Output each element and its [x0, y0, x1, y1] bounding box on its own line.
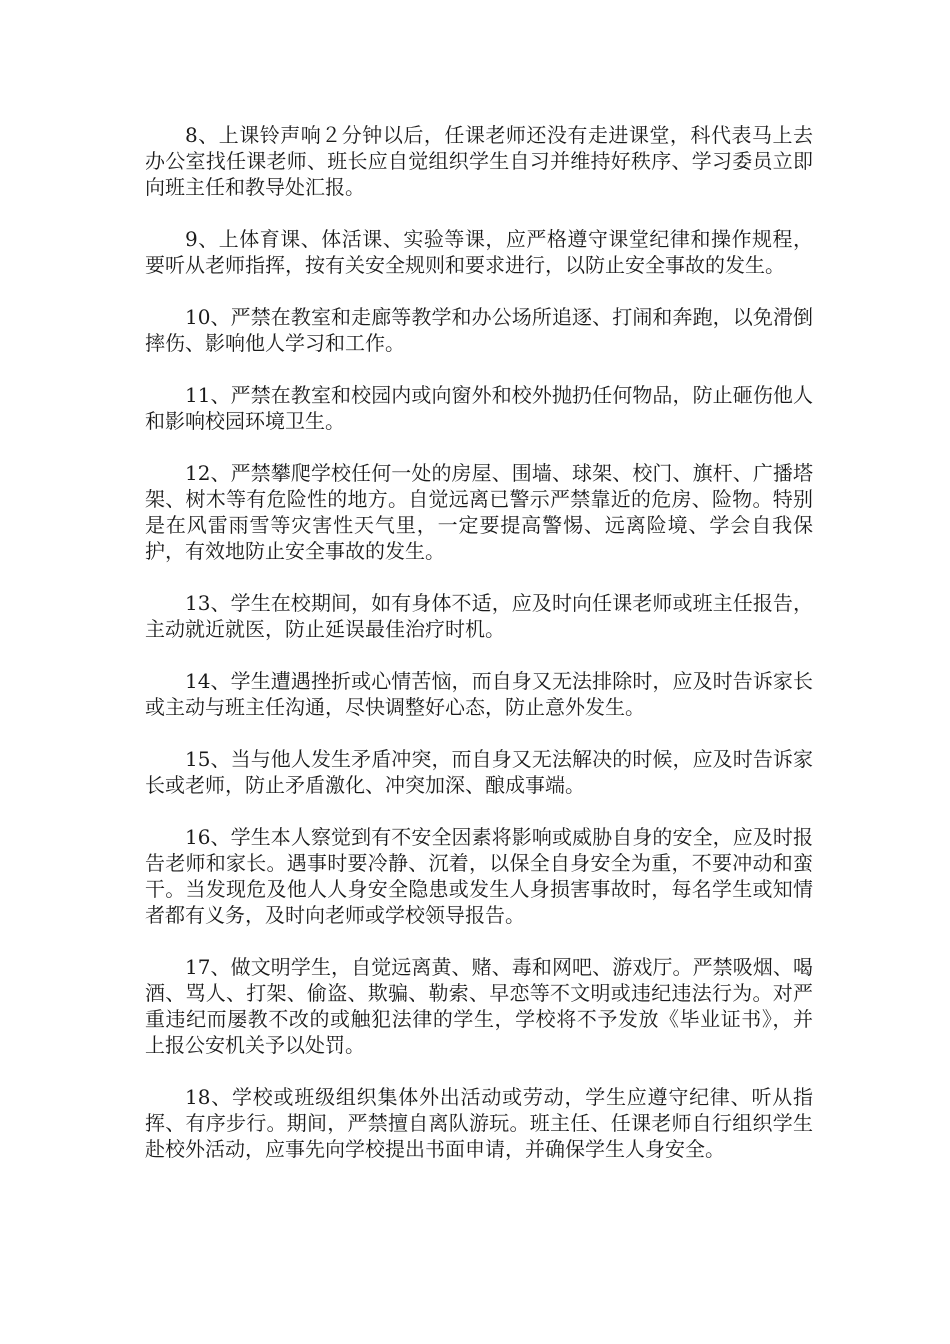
rule-paragraph-12: 12、严禁攀爬学校任何一处的房屋、围墙、球架、校门、旗杆、广播塔架、树木等有危险性的地方。自觉远离已警示严禁靠近的危房、险物。特别是在风雷雨雪等灾害性天气里，一定要提高警惕、远离险境、学会自我保护，有效地防止安全事故的发生。 — [145, 461, 813, 563]
rule-paragraph-17: 17、做文明学生，自觉远离黄、赌、毒和网吧、游戏厅。严禁吸烟、喝酒、骂人、打架、偷盗、欺骗、勒索、早恋等不文明或违纪违法行为。对严重违纪而屡教不改的或触犯法律的学生，学校将不予发放《毕业证书》，并上报公安机关予以处罚。 — [145, 955, 813, 1057]
rule-paragraph-14: 14、学生遭遇挫折或心情苦恼，而自身又无法排除时，应及时告诉家长或主动与班主任沟通，尽快调整好心态，防止意外发生。 — [145, 669, 813, 719]
rule-paragraph-8: 8、上课铃声响２分钟以后，任课老师还没有走进课堂，科代表马上去办公室找任课老师、班长应自觉组织学生自习并维持好秩序、学习委员立即向班主任和教导处汇报。 — [145, 123, 813, 199]
rule-paragraph-10: 10、严禁在教室和走廊等教学和办公场所追逐、打闹和奔跑，以免滑倒摔伤、影响他人学习和工作。 — [145, 305, 813, 355]
rule-paragraph-13: 13、学生在校期间，如有身体不适，应及时向任课老师或班主任报告，主动就近就医，防止延误最佳治疗时机。 — [145, 591, 813, 641]
rule-paragraph-9: 9、上体育课、体活课、实验等课，应严格遵守课堂纪律和操作规程，要听从老师指挥，按有关安全规则和要求进行，以防止安全事故的发生。 — [145, 227, 813, 277]
rule-paragraph-11: 11、严禁在教室和校园内或向窗外和校外抛扔任何物品，防止砸伤他人和影响校园环境卫生。 — [145, 383, 813, 433]
document-body — [145, 122, 813, 1188]
rule-paragraph-18: 18、学校或班级组织集体外出活动或劳动，学生应遵守纪律、听从指挥、有序步行。期间，严禁擅自离队游玩。班主任、任课老师自行组织学生赴校外活动，应事先向学校提出书面申请，并确保学生人身安全。 — [145, 1085, 813, 1161]
rule-paragraph-16: 16、学生本人察觉到有不安全因素将影响或威胁自身的安全，应及时报告老师和家长。遇事时要冷静、沉着，以保全自身安全为重，不要冲动和蛮干。当发现危及他人人身安全隐患或发生人身损害事故时，每名学生或知情者都有义务，及时向老师或学校领导报告。 — [145, 825, 813, 927]
rule-paragraph-15: 15、当与他人发生矛盾冲突，而自身又无法解决的时候，应及时告诉家长或老师，防止矛盾激化、冲突加深、酿成事端。 — [145, 747, 813, 797]
